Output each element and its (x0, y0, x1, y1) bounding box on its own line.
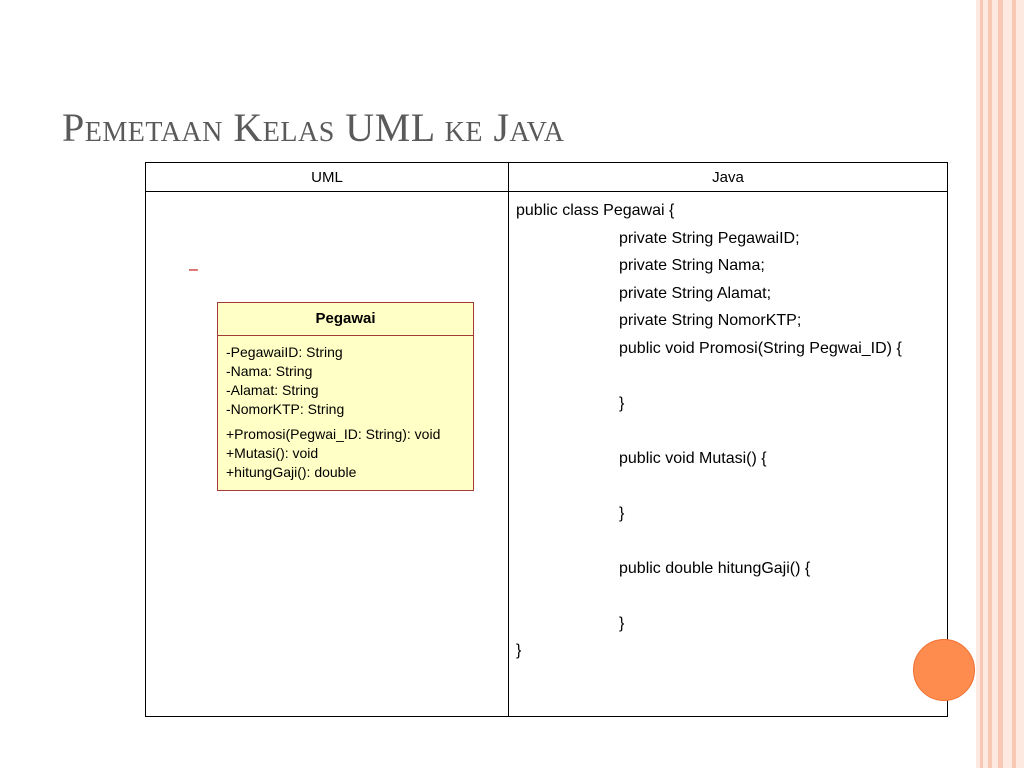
slide-title: Pemetaan Kelas UML ke Java (62, 105, 565, 150)
java-code (509, 192, 947, 665)
uml-attribute: -Alamat: String (226, 382, 319, 398)
decorative-stripe (1016, 0, 1024, 768)
code-line (516, 417, 947, 445)
uml-operation: +hitungGaji(): double (226, 464, 357, 480)
code-line: } (619, 614, 625, 632)
code-line: } (516, 642, 522, 659)
code-line (516, 472, 947, 500)
code-line: public void Promosi(String Pegwai_ID) { (619, 339, 902, 357)
code-line: public class Pegawai { (516, 202, 675, 219)
java-cell (509, 192, 948, 717)
code-line (516, 582, 947, 610)
header-uml: UML (146, 163, 509, 192)
code-line: public double hitungGaji() { (619, 559, 811, 577)
decorative-stripe (1003, 0, 1012, 768)
code-line: } (619, 504, 625, 522)
code-line (516, 362, 947, 390)
code-line: private String Alamat; (619, 284, 772, 302)
uml-cell (146, 192, 509, 717)
uml-attribute: -NomorKTP: String (226, 401, 345, 417)
uml-operations (218, 419, 473, 490)
code-line: private String Nama; (619, 257, 765, 274)
uml-attributes (218, 336, 473, 419)
code-line: private String NomorKTP; (619, 312, 802, 329)
uml-attribute: -Nama: String (226, 363, 313, 379)
code-line: private String PegawaiID; (619, 229, 800, 247)
header-java: Java (509, 163, 948, 192)
mapping-table (145, 162, 948, 717)
code-line: } (619, 394, 625, 412)
red-dash-marker: – (189, 261, 198, 278)
uml-class-name: Pegawai (218, 303, 473, 336)
code-line: public void Mutasi() { (619, 449, 767, 467)
uml-operation: +Promosi(Pegwai_ID: String): void (226, 426, 441, 442)
code-line (516, 527, 947, 555)
uml-class-box (217, 302, 474, 491)
table-row (146, 192, 948, 717)
table-header-row (146, 163, 948, 192)
uml-operation: +Mutasi(): void (226, 445, 319, 461)
decorative-orange-circle (913, 639, 975, 701)
uml-attribute: -PegawaiID: String (226, 344, 343, 360)
